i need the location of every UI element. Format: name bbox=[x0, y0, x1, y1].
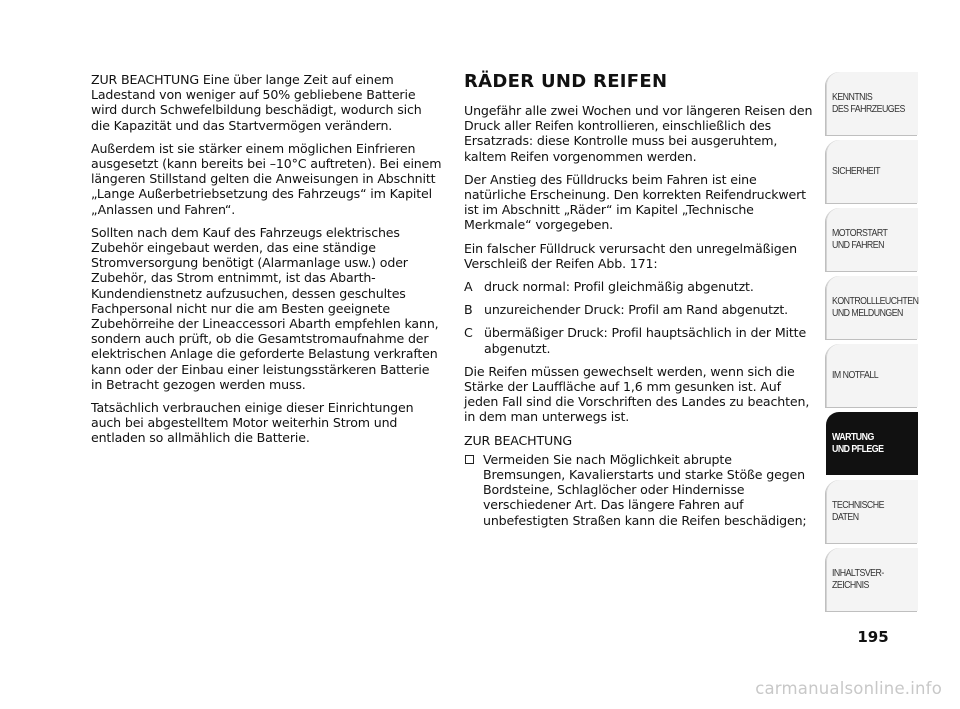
paragraph: ZUR BEACHTUNG Eine über lange Zeit auf einem Ladestand von weniger auf 50% gebliebene Batterie wird durch Schwefelbildung beschädigt, wodurch sich die Kapazität und das Startvermögen verändern. bbox=[91, 72, 422, 133]
tab-label: INHALTSVER- ZEICHNIS bbox=[832, 568, 884, 591]
item-letter: C bbox=[464, 325, 473, 341]
list-item-a bbox=[464, 279, 816, 294]
chapter-tabs bbox=[826, 72, 918, 616]
tab-label: MOTORSTART UND FAHREN bbox=[832, 228, 888, 251]
page-number: 195 bbox=[857, 628, 889, 646]
left-column bbox=[91, 72, 443, 454]
tab-kenntnis[interactable] bbox=[826, 72, 918, 135]
tab-kontrollleuchten[interactable] bbox=[826, 276, 918, 339]
paragraph: Tatsächlich verbrauchen einige dieser Einrichtungen auch bei abgestelltem Motor weiterhin Strom und entladen so allmählich die Batterie. bbox=[91, 400, 414, 446]
watermark: carmanualsonline.info bbox=[755, 679, 942, 698]
paragraph: Die Reifen müssen gewechselt werden, wenn sich die Stärke der Lauffläche auf 1,6 mm gesunken ist. Auf jeden Fall sind die Vorschriften des Landes zu beachten, in dem man unterwegs ist. bbox=[464, 363, 810, 425]
right-column bbox=[464, 72, 816, 536]
section-heading: RÄDER UND REIFEN bbox=[464, 71, 668, 92]
tab-technische-daten[interactable] bbox=[826, 480, 918, 543]
item-letter: B bbox=[464, 302, 473, 318]
tab-im-notfall[interactable] bbox=[826, 344, 918, 407]
paragraph: Der Anstieg des Fülldrucks beim Fahren ist eine natürliche Erscheinung. Den korrekten Reifendruckwert ist im Abschnitt „Räder“ im Kapitel „Technische Merkmale“ vorgegeben. bbox=[464, 171, 806, 233]
note-label: ZUR BEACHTUNG bbox=[464, 432, 572, 448]
bullet-item bbox=[464, 452, 816, 528]
checkbox-square-icon bbox=[465, 455, 474, 464]
tab-label: KENNTNIS DES FAHRZEUGES bbox=[832, 92, 905, 115]
item-letter: A bbox=[464, 279, 473, 295]
tab-motorstart[interactable] bbox=[826, 208, 918, 271]
tab-sicherheit[interactable] bbox=[826, 140, 918, 203]
paragraph: Außerdem ist sie stärker einem möglichen Einfrieren ausgesetzt (kann bereits bei –10°C auftreten). Bei einem längeren Stillstand gelten die Anweisungen in Abschnitt „Lange Außerbetriebsetzung des Fahrzeugs“ im Kapitel „Anlassen und Fahren“. bbox=[91, 140, 442, 217]
item-text: unzureichender Druck: Profil am Rand abgenutzt. bbox=[484, 302, 789, 318]
tab-label: WARTUNG UND PFLEGE bbox=[832, 432, 884, 455]
tab-label: KONTROLLLEUCHTEN UND MELDUNGEN bbox=[832, 296, 919, 319]
tab-label: IM NOTFALL bbox=[832, 369, 879, 381]
list-item-b bbox=[464, 302, 816, 317]
tab-label: TECHNISCHE DATEN bbox=[832, 500, 884, 523]
paragraph: Ein falscher Fülldruck verursacht den unregelmäßigen Verschleiß der Reifen Abb. 171: bbox=[464, 240, 797, 271]
tab-inhaltsverzeichnis[interactable] bbox=[826, 548, 918, 611]
item-text: druck normal: Profil gleichmäßig abgenutzt. bbox=[484, 279, 754, 295]
bullet-text: Vermeiden Sie nach Möglichkeit abrupte Bremsungen, Kavalierstarts und starke Stöße gegen Bordsteine, Schlaglöcher oder Hindernisse verschiedener Art. Das längere Fahren auf unbefestigten Straßen kann die Reifen beschädigen; bbox=[483, 451, 807, 528]
tab-label: SICHERHEIT bbox=[832, 165, 881, 177]
paragraph: Ungefähr alle zwei Wochen und vor längeren Reisen den Druck aller Reifen kontrollieren, einschließlich des Ersatzrads: diese Kontrolle muss bei ausgeruhtem, kaltem Reifen vorgenommen werden. bbox=[464, 103, 813, 164]
list-item-c bbox=[464, 325, 816, 355]
tab-wartung-active[interactable] bbox=[826, 412, 918, 475]
paragraph: Sollten nach dem Kauf des Fahrzeugs elektrisches Zubehör eingebaut werden, das eine ständige Stromversorgung benötigt (Alarmanlage usw.) oder Zubehör, das Strom entnimmt, ist das Abarth-Kundendienstnetz aufzusuchen, dessen geschultes Fachpersonal nicht nur die am Besten geeignete Zubehörreihe der Lineaccessori Abarth empfehlen kann, sondern auch prüft, ob die Gesamtstromaufnahme der elektrischen Anlage die geforderte Belastung verkraften kann oder der Einbau einer leistungsstärkeren Batterie in Betracht gezogen werden muss. bbox=[91, 224, 439, 392]
item-text: übermäßiger Druck: Profil hauptsächlich in der Mitte abgenutzt. bbox=[484, 325, 807, 356]
